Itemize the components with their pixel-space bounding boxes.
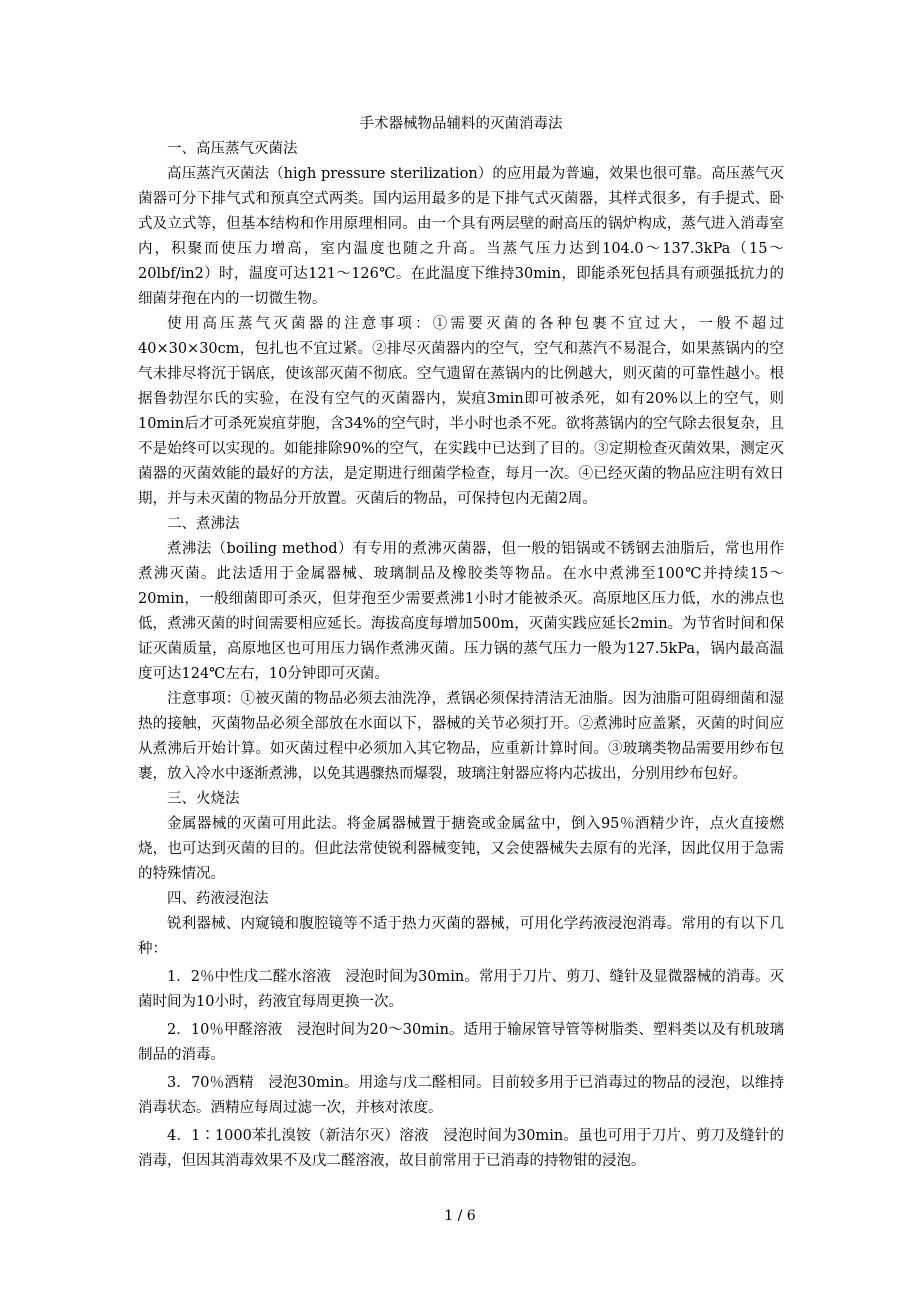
paragraph: 金属器械的灭菌可用此法。将金属器械置于搪瓷或金属盆中，倒入95％酒精少许，点火直接燃烧，也可达到灭菌的目的。但此法常使锐利器械变钝，又会使器械失去原有的光泽，因此仅用于急需的特殊情况。 <box>138 816 784 882</box>
paragraph: 使用高压蒸气灭菌器的注意事项：①需要灭菌的各种包裹不宜过大，一般不超过40×30×30cm，包扎也不宜过紧。②排尽灭菌器内的空气，空气和蒸汽不易混合，如果蒸锅内的空气未排尽将沉于锅底，使该部灭菌不彻底。空气遗留在蒸锅内的比例越大，则灭菌的可靠性越小。根据鲁勃涅尔氏的实验，在没有空气的灭菌器内，炭疽3min即可被杀死，如有20%以上的空气，则10min后才可杀死炭疽芽胞，含34%的空气时，半小时也杀不死。欲将蒸锅内的空气除去很复杂，且不是始终可以实现的。如能排除90%的空气，在实践中已达到了目的。③定期检查灭菌效果，测定灭菌器的灭菌效能的最好的方法，是定期进行细菌学检查，每月一次。④已经灭菌的物品应注明有效日期，并与未灭菌的物品分开放置。灭菌后的物品，可保持包内无菌2周。 <box>138 316 784 507</box>
list-item: 1．2％中性戊二醛水溶液 浸泡时间为30min。常用于刀片、剪刀、缝针及显微器械的消毒。灭菌时间为10小时，药液宜每周更换一次。 <box>138 969 784 1010</box>
paragraph: 注意事项：①被灭菌的物品必须去油洗净，煮锅必须保持清洁无油脂。因为油脂可阻碍细菌和湿热的接触，灭菌物品必须全部放在水面以下，器械的关节必须打开。②煮沸时应盖紧，灭菌的时间应从煮沸后开始计算。如灭菌过程中必须加入其它物品，应重新计算时间。③玻璃类物品需要用纱布包裹，放入冷水中逐渐煮沸，以免其遇骤热而爆裂，玻璃注射器应将内芯拔出，分别用纱布包好。 <box>138 691 784 782</box>
paragraph: 锐利器械、内窥镜和腹腔镜等不适于热力灭菌的器械，可用化学药液浸泡消毒。常用的有以下几种： <box>138 916 784 957</box>
section-heading: 三、火烧法 <box>167 791 240 807</box>
paragraph: 高压蒸汽灭菌法（high pressure sterilization）的应用最为普遍，效果也很可靠。高压蒸气灭菌器可分下排气式和预真空式两类。国内运用最多的是下排气式灭菌器，其样式很多，有手提式、卧式及立式等，但基本结构和作用原理相同。由一个具有两层壁的耐高压的锅炉构成，蒸气进入消毒室内，积聚而使压力增高，室内温度也随之升高。当蒸气压力达到104.0～137.3kPa（15～20lbf/in2）时，温度可达121～126℃。在此温度下维持30min，即能杀死包括具有顽强抵抗力的细菌芽孢在内的一切微生物。 <box>138 166 784 307</box>
section-heading: 一、高压蒸气灭菌法 <box>167 141 298 157</box>
document-title: 手术器械物品辅料的灭菌消毒法 <box>359 116 563 132</box>
page-number: 1 / 6 <box>444 1208 476 1224</box>
list-item: 3．70％酒精 浸泡30min。用途与戊二醛相同。目前较多用于已消毒过的物品的浸泡，以维持消毒状态。酒精应每周过滤一次，并核对浓度。 <box>138 1075 784 1116</box>
list-item: 4．1∶1000苯扎溴铵（新洁尔灭）溶液 浸泡时间为30min。虽也可用于刀片、剪刀及缝针的消毒，但因其消毒效果不及戊二醛溶液，故目前常用于已消毒的持物钳的浸泡。 <box>138 1128 784 1169</box>
section-heading: 四、药液浸泡法 <box>167 891 269 907</box>
document-page <box>138 112 784 1177</box>
section-heading: 二、煮沸法 <box>167 516 240 532</box>
list-item: 2．10％甲醛溶液 浸泡时间为20～30min。适用于输尿管导管等树脂类、塑料类以及有机玻璃制品的消毒。 <box>138 1022 784 1063</box>
paragraph: 煮沸法（boiling method）有专用的煮沸灭菌器，但一般的铝锅或不锈钢去油脂后，常也用作煮沸灭菌。此法适用于金属器械、玻璃制品及橡胶类等物品。在水中煮沸至100℃并持续15～20min，一般细菌即可杀灭，但芽孢至少需要煮沸1小时才能被杀灭。高原地区压力低，水的沸点也低，煮沸灭菌的时间需要相应延长。海拔高度每增加500m，灭菌实践应延长2min。为节省时间和保证灭菌质量，高原地区也可用压力锅作煮沸灭菌。压力锅的蒸气压力一般为127.5kPa，锅内最高温度可达124℃左右，10分钟即可灭菌。 <box>138 541 785 682</box>
